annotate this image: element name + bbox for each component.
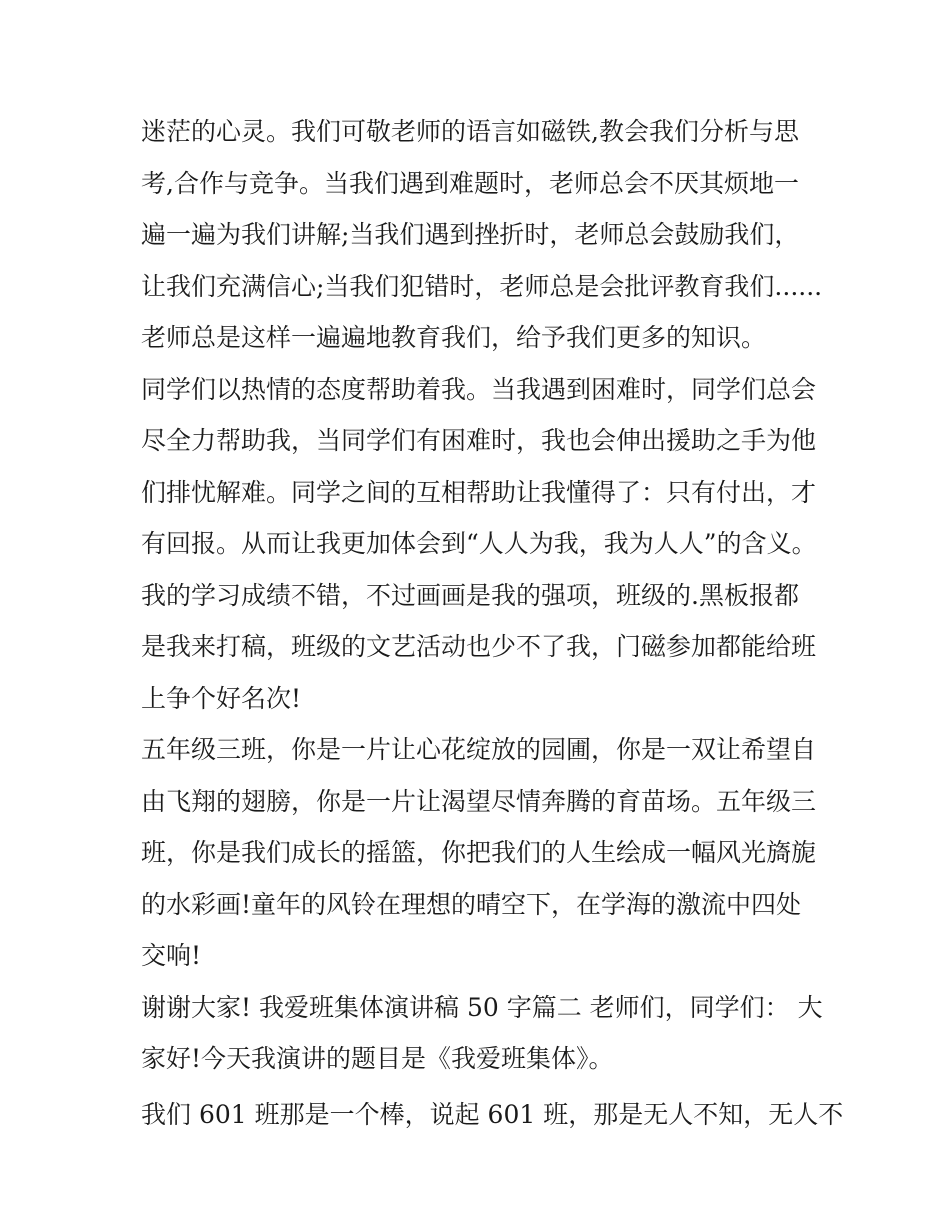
text-line: 由飞翔的翅膀，你是一片让渴望尽情奔腾的育苗场。五年级三: [141, 786, 817, 816]
document-body: [141, 106, 844, 1140]
text-line: 老师总是这样一遍遍地教育我们，给予我们更多的知识。: [141, 323, 767, 352]
text-line: 是我来打稿，班级的文艺活动也少不了我，门磁参加都能给班: [141, 632, 817, 661]
text-line: 考,合作与竞争。当我们遇到难题时，老师总会不厌其烦地一: [141, 168, 799, 198]
text-line: 五年级三班，你是一片让心花绽放的园圃，你是一双让希望自: [141, 735, 817, 764]
text-line: 遍一遍为我们讲解;当我们遇到挫折时，老师总会鼓励我们，: [141, 220, 800, 249]
text-line: 家好!今天我演讲的题目是《我爱班集体》。: [141, 1044, 614, 1073]
text-line: 我的学习成绩不错，不过画画是我的强项，班级的.黑板报都: [141, 580, 799, 610]
text-line: 有回报。从而让我更加体会到“人人为我，我为人人”的含义。: [141, 529, 817, 558]
text-line: 的水彩画!童年的风铃在理想的晴空下，在学海的激流中四处: [141, 889, 802, 919]
text-line: 让我们充满信心;当我们犯错时，老师总是会批评教育我们......: [141, 271, 823, 301]
text-line: 迷茫的心灵。我们可敬老师的语言如磁铁,教会我们分析与思: [141, 117, 799, 146]
text-line: 班，你是我们成长的摇篮，你把我们的人生绘成一幅风光旖旎: [141, 838, 817, 867]
text-line: 我们 601 班那是一个棒，说起 601 班，那是无人不知，无人不: [141, 1099, 844, 1129]
text-line: 尽全力帮助我，当同学们有困难时，我也会伸出援助之手为他: [141, 426, 817, 455]
text-line: 同学们以热情的态度帮助着我。当我遇到困难时，同学们总会: [141, 374, 817, 404]
text-line: 上争个好名次!: [141, 683, 302, 713]
text-line: 们排忧解难。同学之间的互相帮助让我懂得了：只有付出，才: [141, 477, 817, 507]
text-line: 交响!: [141, 941, 202, 970]
text-line: 谢谢大家! 我爱班集体演讲稿 50 字篇二 老师们，同学们： 大: [141, 992, 823, 1022]
